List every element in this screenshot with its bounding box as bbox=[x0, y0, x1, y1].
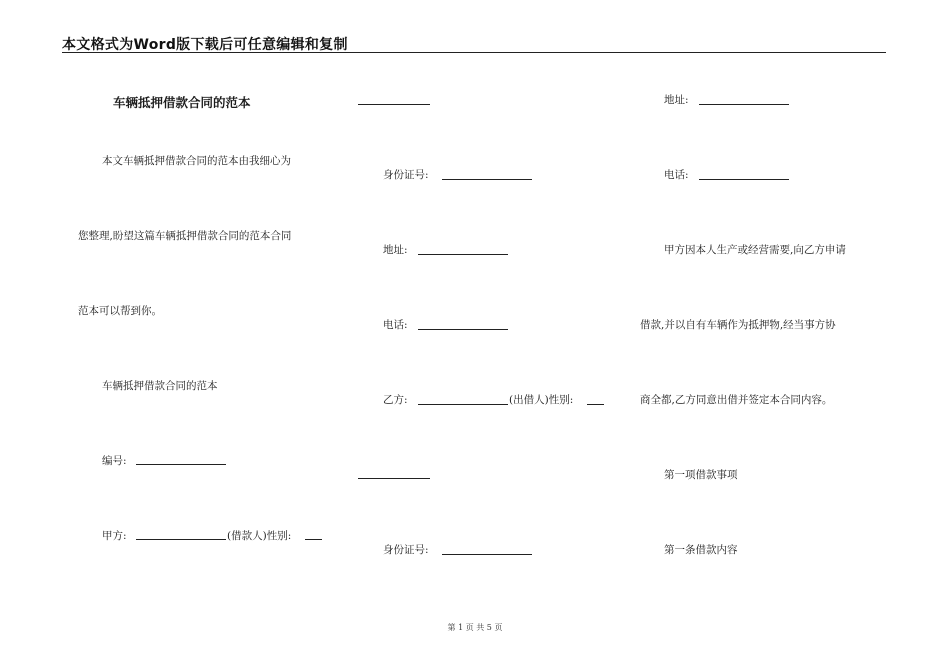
party-b-suffix: (出借人)性别: bbox=[509, 394, 574, 406]
header-divider bbox=[62, 52, 886, 53]
party-a-suffix: (借款人)性别: bbox=[227, 530, 292, 542]
preamble-line-2: 借款,并以自有车辆作为抵押物,经当事方协 bbox=[640, 319, 836, 331]
party-b-id-label: 身份证号: bbox=[383, 544, 429, 556]
page-number: 第 1 页 共 5 页 bbox=[447, 623, 503, 632]
contract-subtitle: 车辆抵押借款合同的范本 bbox=[102, 380, 218, 392]
document-title: 车辆抵押借款合同的范本 bbox=[113, 95, 251, 110]
preamble-line-1: 甲方因本人生产或经营需要,向乙方申请 bbox=[664, 244, 846, 256]
party-b-label: 乙方: bbox=[383, 394, 408, 406]
preamble-line-3: 商全都,乙方同意出借并签定本合同内容。 bbox=[640, 394, 833, 406]
party-b-phone-blank bbox=[699, 179, 789, 180]
party-a-phone-label: 电话: bbox=[383, 319, 408, 331]
party-a-label: 甲方: bbox=[102, 530, 127, 542]
party-b-address-label: 地址: bbox=[664, 94, 689, 106]
party-a-address-blank bbox=[418, 254, 508, 255]
party-a-gender-blank bbox=[305, 539, 322, 540]
party-a-id-blank bbox=[442, 179, 532, 180]
document-header: 本文格式为Word版下载后可任意编辑和复制 bbox=[62, 37, 348, 53]
party-b-gender-blank bbox=[587, 404, 604, 405]
article-heading: 第一条借款内容 bbox=[664, 544, 738, 556]
party-a-id-label: 身份证号: bbox=[383, 169, 429, 181]
continuation-blank-1 bbox=[358, 104, 430, 105]
party-b-phone-label: 电话: bbox=[664, 169, 689, 181]
party-b-address-blank bbox=[699, 104, 789, 105]
contract-number-label: 编号: bbox=[102, 455, 127, 467]
contract-number-blank bbox=[136, 464, 226, 465]
intro-line-2: 您整理,盼望这篇车辆抵押借款合同的范本合同 bbox=[78, 230, 292, 242]
party-a-address-label: 地址: bbox=[383, 244, 408, 256]
intro-line-1: 本文车辆抵押借款合同的范本由我细心为 bbox=[102, 155, 291, 167]
continuation-blank-2 bbox=[358, 478, 430, 479]
section-heading: 第一项借款事项 bbox=[664, 469, 738, 481]
party-a-name-blank bbox=[136, 539, 226, 540]
party-b-name-blank bbox=[418, 404, 508, 405]
intro-line-3: 范本可以帮到你。 bbox=[78, 305, 162, 317]
party-a-phone-blank bbox=[418, 329, 508, 330]
party-b-id-blank bbox=[442, 554, 532, 555]
